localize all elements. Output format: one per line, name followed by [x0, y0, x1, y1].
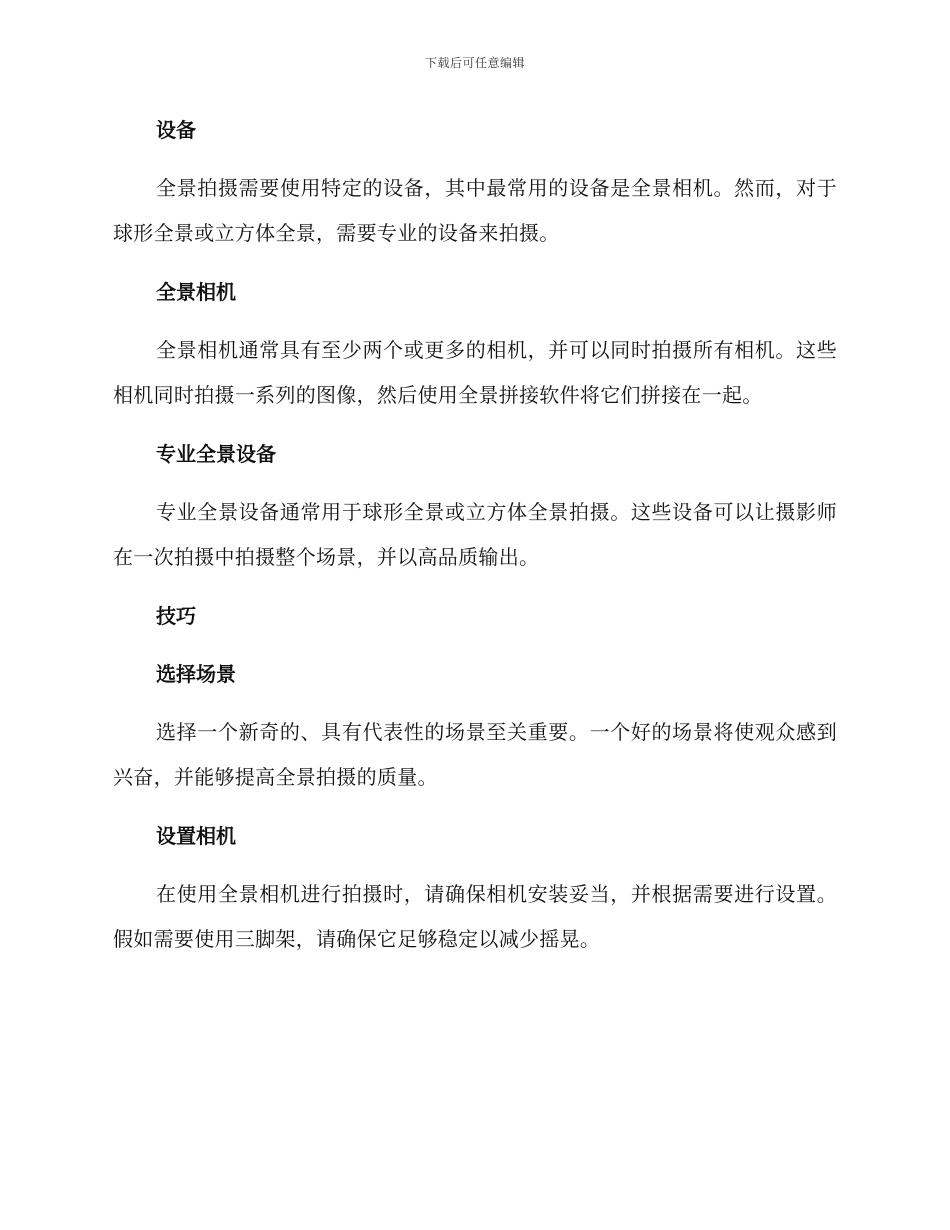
header-note: 下载后可任意编辑: [424, 56, 525, 70]
paragraph-equipment: 全景拍摄需要使用特定的设备，其中最常用的设备是全景相机。然而，对于球形全景或立方体全景，需要专业的设备来拍摄。: [113, 176, 837, 245]
paragraph-camera-setup: 在使用全景相机进行拍摄时，请确保相机安装妥当，并根据需要进行设置。假如需要使用三脚架，请确保它足够稳定以减少摇晃。: [113, 882, 837, 951]
section-heading-professional-equipment: 专业全景设备: [156, 442, 276, 466]
paragraph-panorama-camera: 全景相机通常具有至少两个或更多的相机，并可以同时拍摄所有相机。这些相机同时拍摄一系列的图像，然后使用全景拼接软件将它们拼接在一起。: [113, 338, 837, 407]
section-heading-equipment: 设备: [156, 118, 196, 142]
paragraph-professional-equipment: 专业全景设备通常用于球形全景或立方体全景拍摄。这些设备可以让摄影师在一次拍摄中拍摄整个场景，并以高品质输出。: [113, 500, 837, 569]
section-heading-camera-setup: 设置相机: [156, 824, 236, 848]
section-heading-panorama-camera: 全景相机: [156, 280, 236, 304]
section-heading-techniques: 技巧: [156, 604, 196, 628]
section-heading-choose-scene: 选择场景: [156, 662, 236, 686]
paragraph-choose-scene: 选择一个新奇的、具有代表性的场景至关重要。一个好的场景将使观众感到兴奋，并能够提高全景拍摄的质量。: [113, 720, 837, 789]
document-body: [113, 108, 837, 976]
